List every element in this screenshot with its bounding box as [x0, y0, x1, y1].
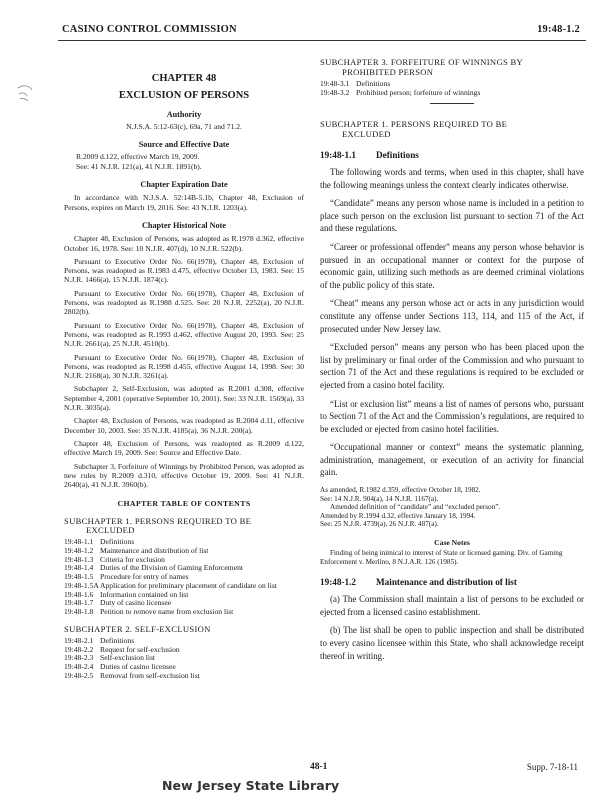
toc-entry-title: Criteria for exclusion: [100, 554, 165, 564]
toc-subchapter-1-heading: [64, 517, 304, 536]
left-column: [64, 64, 304, 680]
toc-subchapter-1-line-1: SUBCHAPTER 1. PERSONS REQUIRED TO BE: [64, 515, 252, 526]
toc-entry-number: 19:48-2.5: [64, 670, 94, 680]
toc-entry-number: 19:48-2.3: [64, 653, 94, 663]
toc-subchapter-3-line-2: PROHIBITED PERSON: [342, 66, 434, 77]
subchapter-1-heading: [320, 120, 584, 139]
toc-entry: [64, 547, 277, 556]
toc-entry-number: 19:48-2.2: [64, 644, 94, 654]
toc-entry-title: Duties of the Division of Gaming Enforcement: [100, 563, 243, 573]
historical-note: Subchapter 3, Forfeiture of Winnings by Prohibited Person, was adopted as new rules by R.2009 d.310, effective October 19, 2009. See: 41 N.J.R. 2640(a), 41 N.J.R. 3960(b).: [64, 461, 304, 490]
definition-paragraph: “Cheat” means any person whose act or acts in any jurisdiction would constitute any offense under Sections 113, 114, and 115 of the Act, if prosecuted under New Jersey law.: [320, 298, 584, 334]
historical-note-heading: Chapter Historical Note: [142, 220, 226, 230]
case-notes-heading: Case Notes: [434, 538, 470, 548]
expiration-heading: Chapter Expiration Date: [140, 180, 228, 190]
historical-note: Pursuant to Executive Order No. 66(1978), Chapter 48, Exclusion of Persons, was readopted as R.1988 d.525. See: 20 N.J.R. 2252(a), 20 N.J.R. 2802(b).: [64, 288, 304, 317]
amendment-line: As amended, R.1982 d.359, effective October 18, 1982.: [320, 486, 481, 495]
toc-subchapter-3-heading: [320, 58, 584, 77]
section-heading-1-1: [320, 150, 584, 160]
header-section-number: 19:48-1.2: [537, 24, 580, 35]
historical-note: Pursuant to Executive Order No. 66(1978), Chapter 48, Exclusion of Persons, was readopted as R.1983 d.475, effective October 13, 1983. See: 15 N.J.R. 1466(a), 15 N.J.R. 1874(c).: [64, 256, 304, 285]
toc-subchapter-3-line-1: SUBCHAPTER 3. FORFEITURE OF WINNINGS BY: [320, 57, 524, 67]
definition-paragraph: “Candidate” means any person whose name is included in a petition to place such person on the exclusion list pursuant to section 71 of the Act and these regulations.: [320, 198, 584, 234]
toc-entry-title: Maintenance and distribution of list: [100, 545, 209, 555]
toc-entry-number: 19:48-3.2: [320, 88, 350, 97]
toc-entry-number: 19:48-1.2: [64, 545, 94, 555]
toc-subchapter-1-list: [64, 538, 277, 616]
section-number: 19:48-1.1: [320, 150, 356, 160]
section-paragraph: (a) The Commission shall maintain a list of persons to be excluded or ejected from a licensed casino establishment.: [320, 594, 584, 617]
toc-entry-number: 19:48-1.5A: [64, 580, 99, 590]
historical-note: Chapter 48, Exclusion of Persons, was adopted as R.1978 d.362, effective October 16, 1978. See: 10 N.J.R. 407(d), 10 N.J.R. 522(b).: [64, 234, 304, 253]
amendment-line: See: 25 N.J.R. 4739(a), 26 N.J.R. 487(a).: [320, 520, 439, 529]
subchapter-1-line-1: SUBCHAPTER 1. PERSONS REQUIRED TO BE: [320, 119, 508, 129]
subchapter-1-line-2: EXCLUDED: [342, 128, 391, 139]
toc-entry: [64, 672, 200, 681]
toc-entry-number: 19:48-1.4: [64, 563, 94, 573]
toc-entry-title: Duty of casino licensee: [100, 598, 172, 608]
historical-note: Pursuant to Executive Order No. 66(1978), Chapter 48, Exclusion of Persons, was readopted as R.1993 d.462, effective August 20, 1993. See: 25 N.J.R. 2661(a), 25 N.J.R. 4510(b).: [64, 320, 304, 349]
toc-entry-number: 19:48-1.3: [64, 554, 94, 564]
amendment-line: See: 14 N.J.R. 904(a), 14 N.J.R. 1167(a).: [320, 494, 439, 503]
toc-subchapter-2-list: [64, 637, 200, 681]
historical-note: Chapter 48, Exclusion of Persons, was readopted as R.2009 d.122, effective March 19, 2009. See: Source and Effective Date.: [64, 438, 304, 458]
toc-entry-number: 19:48-1.1: [64, 537, 94, 547]
source-heading: Source and Effective Date: [138, 140, 230, 150]
toc-entry-number: 19:48-1.7: [64, 598, 94, 608]
toc-entry-title: Request for self-exclusion: [100, 644, 180, 654]
amendment-line: Amended by R.1994 d.32, effective January 18, 1994.: [320, 511, 476, 520]
toc-entry-number: 19:48-2.1: [64, 635, 94, 645]
toc-entry-title: Information contained on list: [100, 589, 189, 599]
toc-entry: [64, 608, 277, 617]
toc-entry-title: Removal from self-exclusion list: [100, 670, 200, 680]
section-title: Definitions: [376, 150, 419, 160]
toc-entry-title: Definitions: [100, 537, 135, 547]
margin-mark-icon: [14, 82, 36, 104]
chapter-number: CHAPTER 48: [151, 73, 217, 84]
definition-paragraph: “Excluded person” means any person who has been placed upon the list by preliminary or final order of the Commission and who pursuant to section 71 of the Act and these regulations is required to be excluded or ejected from a casino hotel facility.: [320, 342, 584, 390]
toc-entry-title: Application for preliminary placement of candidate on list: [100, 580, 277, 590]
toc-entry-title: Definitions: [356, 79, 391, 88]
amendment-line: Amended definition of “candidate” and “excluded person”.: [330, 503, 501, 512]
library-stamp: New Jersey State Library: [162, 778, 340, 793]
definition-paragraph: “Career or professional offender” means any person whose behavior is pursued in an occupational manner or context for the purpose of economic gain, utilizing such methods as are deemed criminal violations of the public policy of this state.: [320, 241, 584, 290]
toc-entry-title: Self-exclusion list: [100, 653, 156, 663]
historical-note: Subchapter 2, Self-Exclusion, was adopted as R.2001 d.308, effective September 4, 2001 (operative September 10, 2001). See: 33 N.J.R. 1569(a), 33 N.J.R. 3035(a).: [64, 384, 304, 413]
header-rule: [58, 40, 586, 41]
toc-entry-title: Petition to remove name from exclusion list: [100, 606, 234, 616]
authority-text: N.J.S.A. 5:12-63(c), 69a, 71 and 71.2.: [126, 121, 242, 131]
section-paragraph: (b) The list shall be open to public inspection and shall be distributed to every casino licensee within this State, who shall acknowledge receipt thereof in writing.: [320, 625, 584, 661]
authority-heading: Authority: [166, 109, 202, 119]
definition-paragraph: The following words and terms, when used in this chapter, shall have the following meanings unless the context clearly indicates otherwise.: [320, 167, 584, 190]
source-line-2: See: 41 N.J.R. 121(a), 41 N.J.R. 1891(b).: [76, 161, 202, 171]
historical-note: Chapter 48, Exclusion of Persons, was readopted as R.2004 d.11, effective December 10, 2003. See: 35 N.J.R. 4185(a), 36 N.J.R. 200(a).: [64, 416, 304, 435]
definition-paragraph: “List or exclusion list” means a list of names of persons who, pursuant to Section 71 of the Act and the Commission’s regulations, are required to be excluded or ejected from casino hotel facilities.: [320, 398, 584, 434]
toc-entry-title: Duties of casino licensee: [100, 662, 176, 672]
toc-entry-title: Procedure for entry of names: [100, 572, 189, 582]
toc-entry-number: 19:48-1.8: [64, 606, 94, 616]
definition-paragraph: “Occupational manner or context” means the systematic planning, administration, management, or execution of an activity for financial gain.: [320, 442, 584, 478]
right-column: [320, 58, 584, 662]
header-title: CASINO CONTROL COMMISSION: [62, 24, 237, 35]
toc-entry-title: Prohibited person; forfeiture of winnings: [356, 88, 481, 97]
expiration-text: In accordance with N.J.S.A. 52:14B-5.1b, Chapter 48, Exclusion of Persons, expires on March 19, 2016. See: 43 N.J.R. 1203(a).: [64, 193, 304, 212]
section-number: 19:48-1.2: [320, 577, 356, 588]
supplement-date: Supp. 7-18-11: [526, 762, 578, 772]
toc-entry: [320, 79, 480, 88]
section-heading-1-2: [320, 577, 584, 587]
section-divider: [430, 103, 474, 104]
toc-entry-number: 19:48-3.1: [320, 79, 350, 88]
toc-entry-number: 19:48-1.6: [64, 589, 94, 599]
table-of-contents-heading: CHAPTER TABLE OF CONTENTS: [117, 499, 251, 509]
section-title: Maintenance and distribution of list: [376, 577, 517, 588]
toc-entry-title: Definitions: [100, 635, 135, 645]
chapter-title: EXCLUSION OF PERSONS: [118, 90, 250, 102]
toc-subchapter-3-list: [320, 79, 480, 97]
toc-subchapter-2-heading: SUBCHAPTER 2. SELF-EXCLUSION: [64, 623, 211, 634]
toc-subchapter-1-line-2: EXCLUDED: [86, 524, 135, 535]
toc-entry-number: 19:48-2.4: [64, 662, 94, 672]
amendment-history: [320, 486, 584, 529]
page-number: 48-1: [310, 762, 328, 772]
toc-entry-number: 19:48-1.5: [64, 572, 94, 582]
toc-entry: [320, 88, 480, 97]
case-notes-text: Finding of being inimical to interest of State or licensed gaming. Div. of Gaming Enforcement v. Merlino, 8 N.J.A.R. 126 (1985).: [320, 549, 563, 566]
source-line-1: R.2009 d.122, effective March 19, 2009.: [76, 152, 200, 162]
historical-note: Pursuant to Executive Order No. 66(1978), Chapter 48, Exclusion of Persons, was readopted as R.1998 d.455, effective August 14, 1998. See: 30 N.J.R. 2168(a), 30 N.J.R. 3261(a).: [64, 352, 304, 381]
